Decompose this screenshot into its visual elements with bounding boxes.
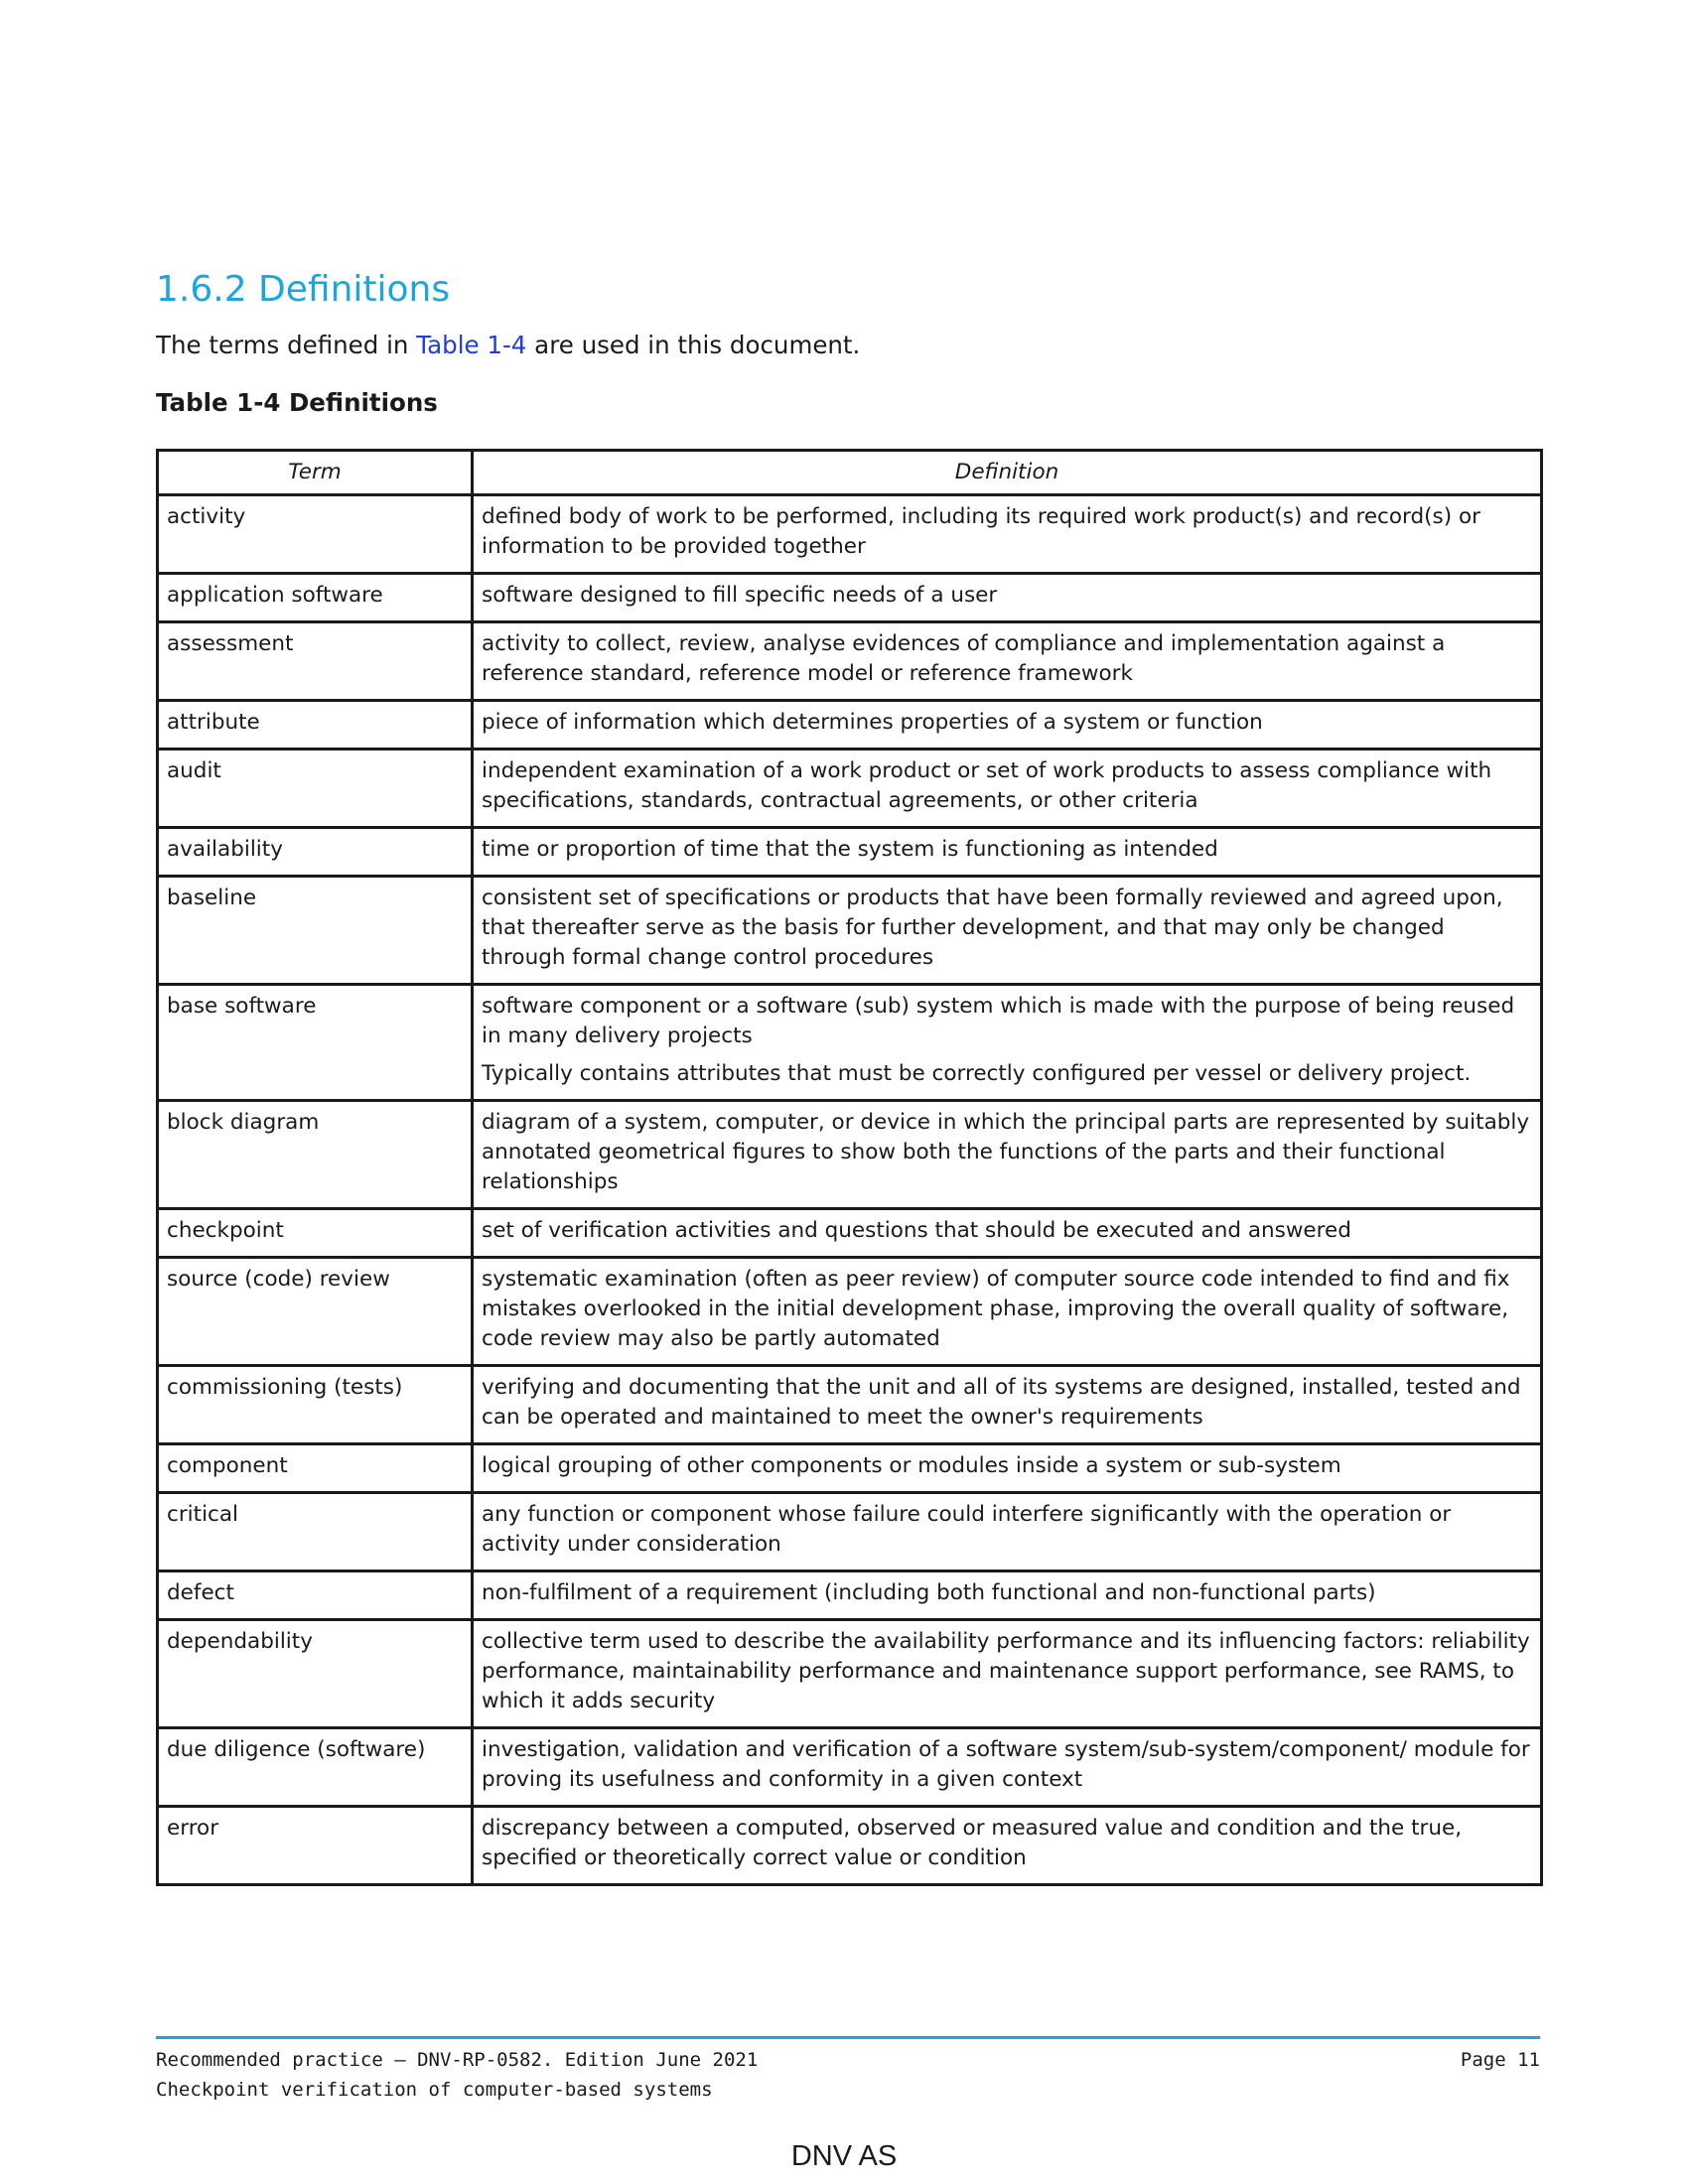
- definition-cell: [473, 1209, 1542, 1258]
- table-row: [158, 1366, 1542, 1444]
- definition-paragraph: verifying and documenting that the unit and all of its systems are designed, installed, tested and can be operated and maintained to meet the owner's requirements: [482, 1375, 1521, 1430]
- section-heading: 1.6.2 Definitions: [156, 269, 451, 310]
- intro-text-after: are used in this document.: [526, 331, 861, 359]
- header-definition: Definition: [473, 451, 1542, 495]
- term-cell: critical: [158, 1493, 473, 1571]
- table-row: [158, 1444, 1542, 1493]
- table-row: [158, 1209, 1542, 1258]
- definition-cell: [473, 1571, 1542, 1620]
- definition-paragraph: piece of information which determines properties of a system or function: [482, 710, 1263, 735]
- definition-paragraph: collective term used to describe the availability performance and its influencing factors: reliability performance, maintainability performance and maintenance support performance, see RAMS, to which it adds security: [482, 1629, 1530, 1713]
- definition-cell: [473, 1807, 1542, 1885]
- definition-paragraph: any function or component whose failure could interfere significantly with the operation or activity under consideration: [482, 1502, 1452, 1557]
- table-row: [158, 574, 1542, 622]
- definition-paragraph: time or proportion of time that the system is functioning as intended: [482, 837, 1218, 862]
- definition-paragraph: Typically contains attributes that must be correctly configured per vessel or delivery project.: [482, 1061, 1472, 1086]
- definition-cell: [473, 495, 1542, 574]
- definition-paragraph: systematic examination (often as peer review) of computer source code intended to find and fix mistakes overlooked in the initial development phase, improving the overall quality of software, code review may also be partly automated: [482, 1267, 1510, 1351]
- definition-cell: [473, 1101, 1542, 1209]
- definition-paragraph: consistent set of specifications or products that have been formally reviewed and agreed upon, that thereafter serve as the basis for further development, and that may only be changed through formal change control procedures: [482, 886, 1503, 970]
- definition-cell: [473, 877, 1542, 985]
- company-name: DNV AS: [790, 2140, 898, 2172]
- definition-cell: [473, 574, 1542, 622]
- intro-text-before: The terms defined in: [156, 331, 417, 359]
- definition-cell: [473, 622, 1542, 701]
- term-cell: commissioning (tests): [158, 1366, 473, 1444]
- definition-cell: [473, 750, 1542, 828]
- definition-paragraph: diagram of a system, computer, or device in which the principal parts are represented by suitably annotated geometrical figures to show both the functions of the parts and their functional relationships: [482, 1110, 1530, 1194]
- footer-page-number: Page 11: [1460, 2049, 1540, 2071]
- term-cell: checkpoint: [158, 1209, 473, 1258]
- definition-cell: [473, 1366, 1542, 1444]
- definition-cell: [473, 1258, 1542, 1366]
- footer-document-title: Recommended practice — DNV-RP-0582. Edition June 2021: [156, 2049, 759, 2071]
- table-row: [158, 1728, 1542, 1807]
- table-row: [158, 1807, 1542, 1885]
- table-row: [158, 1620, 1542, 1728]
- definition-cell: [473, 985, 1542, 1101]
- term-cell: baseline: [158, 877, 473, 985]
- definition-cell: [473, 1620, 1542, 1728]
- term-cell: source (code) review: [158, 1258, 473, 1366]
- table-body: [158, 495, 1542, 1885]
- term-cell: audit: [158, 750, 473, 828]
- term-cell: defect: [158, 1571, 473, 1620]
- definition-paragraph: activity to collect, review, analyse evidences of compliance and implementation against a reference standard, reference model or reference framework: [482, 631, 1446, 686]
- definition-paragraph: defined body of work to be performed, including its required work product(s) and record(s) or information to be provided together: [482, 504, 1480, 559]
- table-row: [158, 877, 1542, 985]
- header-term: Term: [158, 451, 473, 495]
- term-cell: attribute: [158, 701, 473, 750]
- term-cell: base software: [158, 985, 473, 1101]
- table-caption: Table 1-4 Definitions: [156, 388, 438, 417]
- definition-paragraph: independent examination of a work product or set of work products to assess compliance with specifications, standards, contractual agreements, or other criteria: [482, 758, 1492, 813]
- table-row: [158, 622, 1542, 701]
- definition-cell: [473, 1728, 1542, 1807]
- footer-document-subtitle: Checkpoint verification of computer-based systems: [156, 2079, 713, 2101]
- table-row: [158, 750, 1542, 828]
- table-row: [158, 495, 1542, 574]
- intro-paragraph: [156, 331, 860, 359]
- table-row: [158, 1493, 1542, 1571]
- term-cell: component: [158, 1444, 473, 1493]
- definition-cell: [473, 701, 1542, 750]
- table-row: [158, 1258, 1542, 1366]
- definition-paragraph: software component or a software (sub) system which is made with the purpose of being reused in many delivery projects: [482, 994, 1515, 1048]
- definitions-table: [156, 449, 1543, 1886]
- definition-cell: [473, 828, 1542, 877]
- table-row: [158, 828, 1542, 877]
- definition-paragraph: discrepancy between a computed, observed or measured value and condition and the true, specified or theoretically correct value or condition: [482, 1816, 1463, 1870]
- table-row: [158, 985, 1542, 1101]
- definition-paragraph: software designed to fill specific needs of a user: [482, 583, 998, 608]
- term-cell: error: [158, 1807, 473, 1885]
- footer-divider: [156, 2036, 1540, 2039]
- table-row: [158, 1571, 1542, 1620]
- definition-cell: [473, 1493, 1542, 1571]
- term-cell: dependability: [158, 1620, 473, 1728]
- term-cell: application software: [158, 574, 473, 622]
- definition-paragraph: logical grouping of other components or modules inside a system or sub-system: [482, 1453, 1341, 1478]
- term-cell: block diagram: [158, 1101, 473, 1209]
- table-row: [158, 701, 1542, 750]
- definition-paragraph: set of verification activities and questions that should be executed and answered: [482, 1218, 1351, 1243]
- definition-paragraph: non-fulfilment of a requirement (including both functional and non-functional parts): [482, 1580, 1376, 1605]
- term-cell: activity: [158, 495, 473, 574]
- table-header-row: [158, 451, 1542, 495]
- term-cell: availability: [158, 828, 473, 877]
- table-row: [158, 1101, 1542, 1209]
- term-cell: assessment: [158, 622, 473, 701]
- term-cell: due diligence (software): [158, 1728, 473, 1807]
- definition-cell: [473, 1444, 1542, 1493]
- definition-paragraph: investigation, validation and verification of a software system/sub-system/component/ module for proving its usefulness and conformity in a given context: [482, 1737, 1530, 1792]
- table-reference-link[interactable]: Table 1-4: [416, 331, 527, 359]
